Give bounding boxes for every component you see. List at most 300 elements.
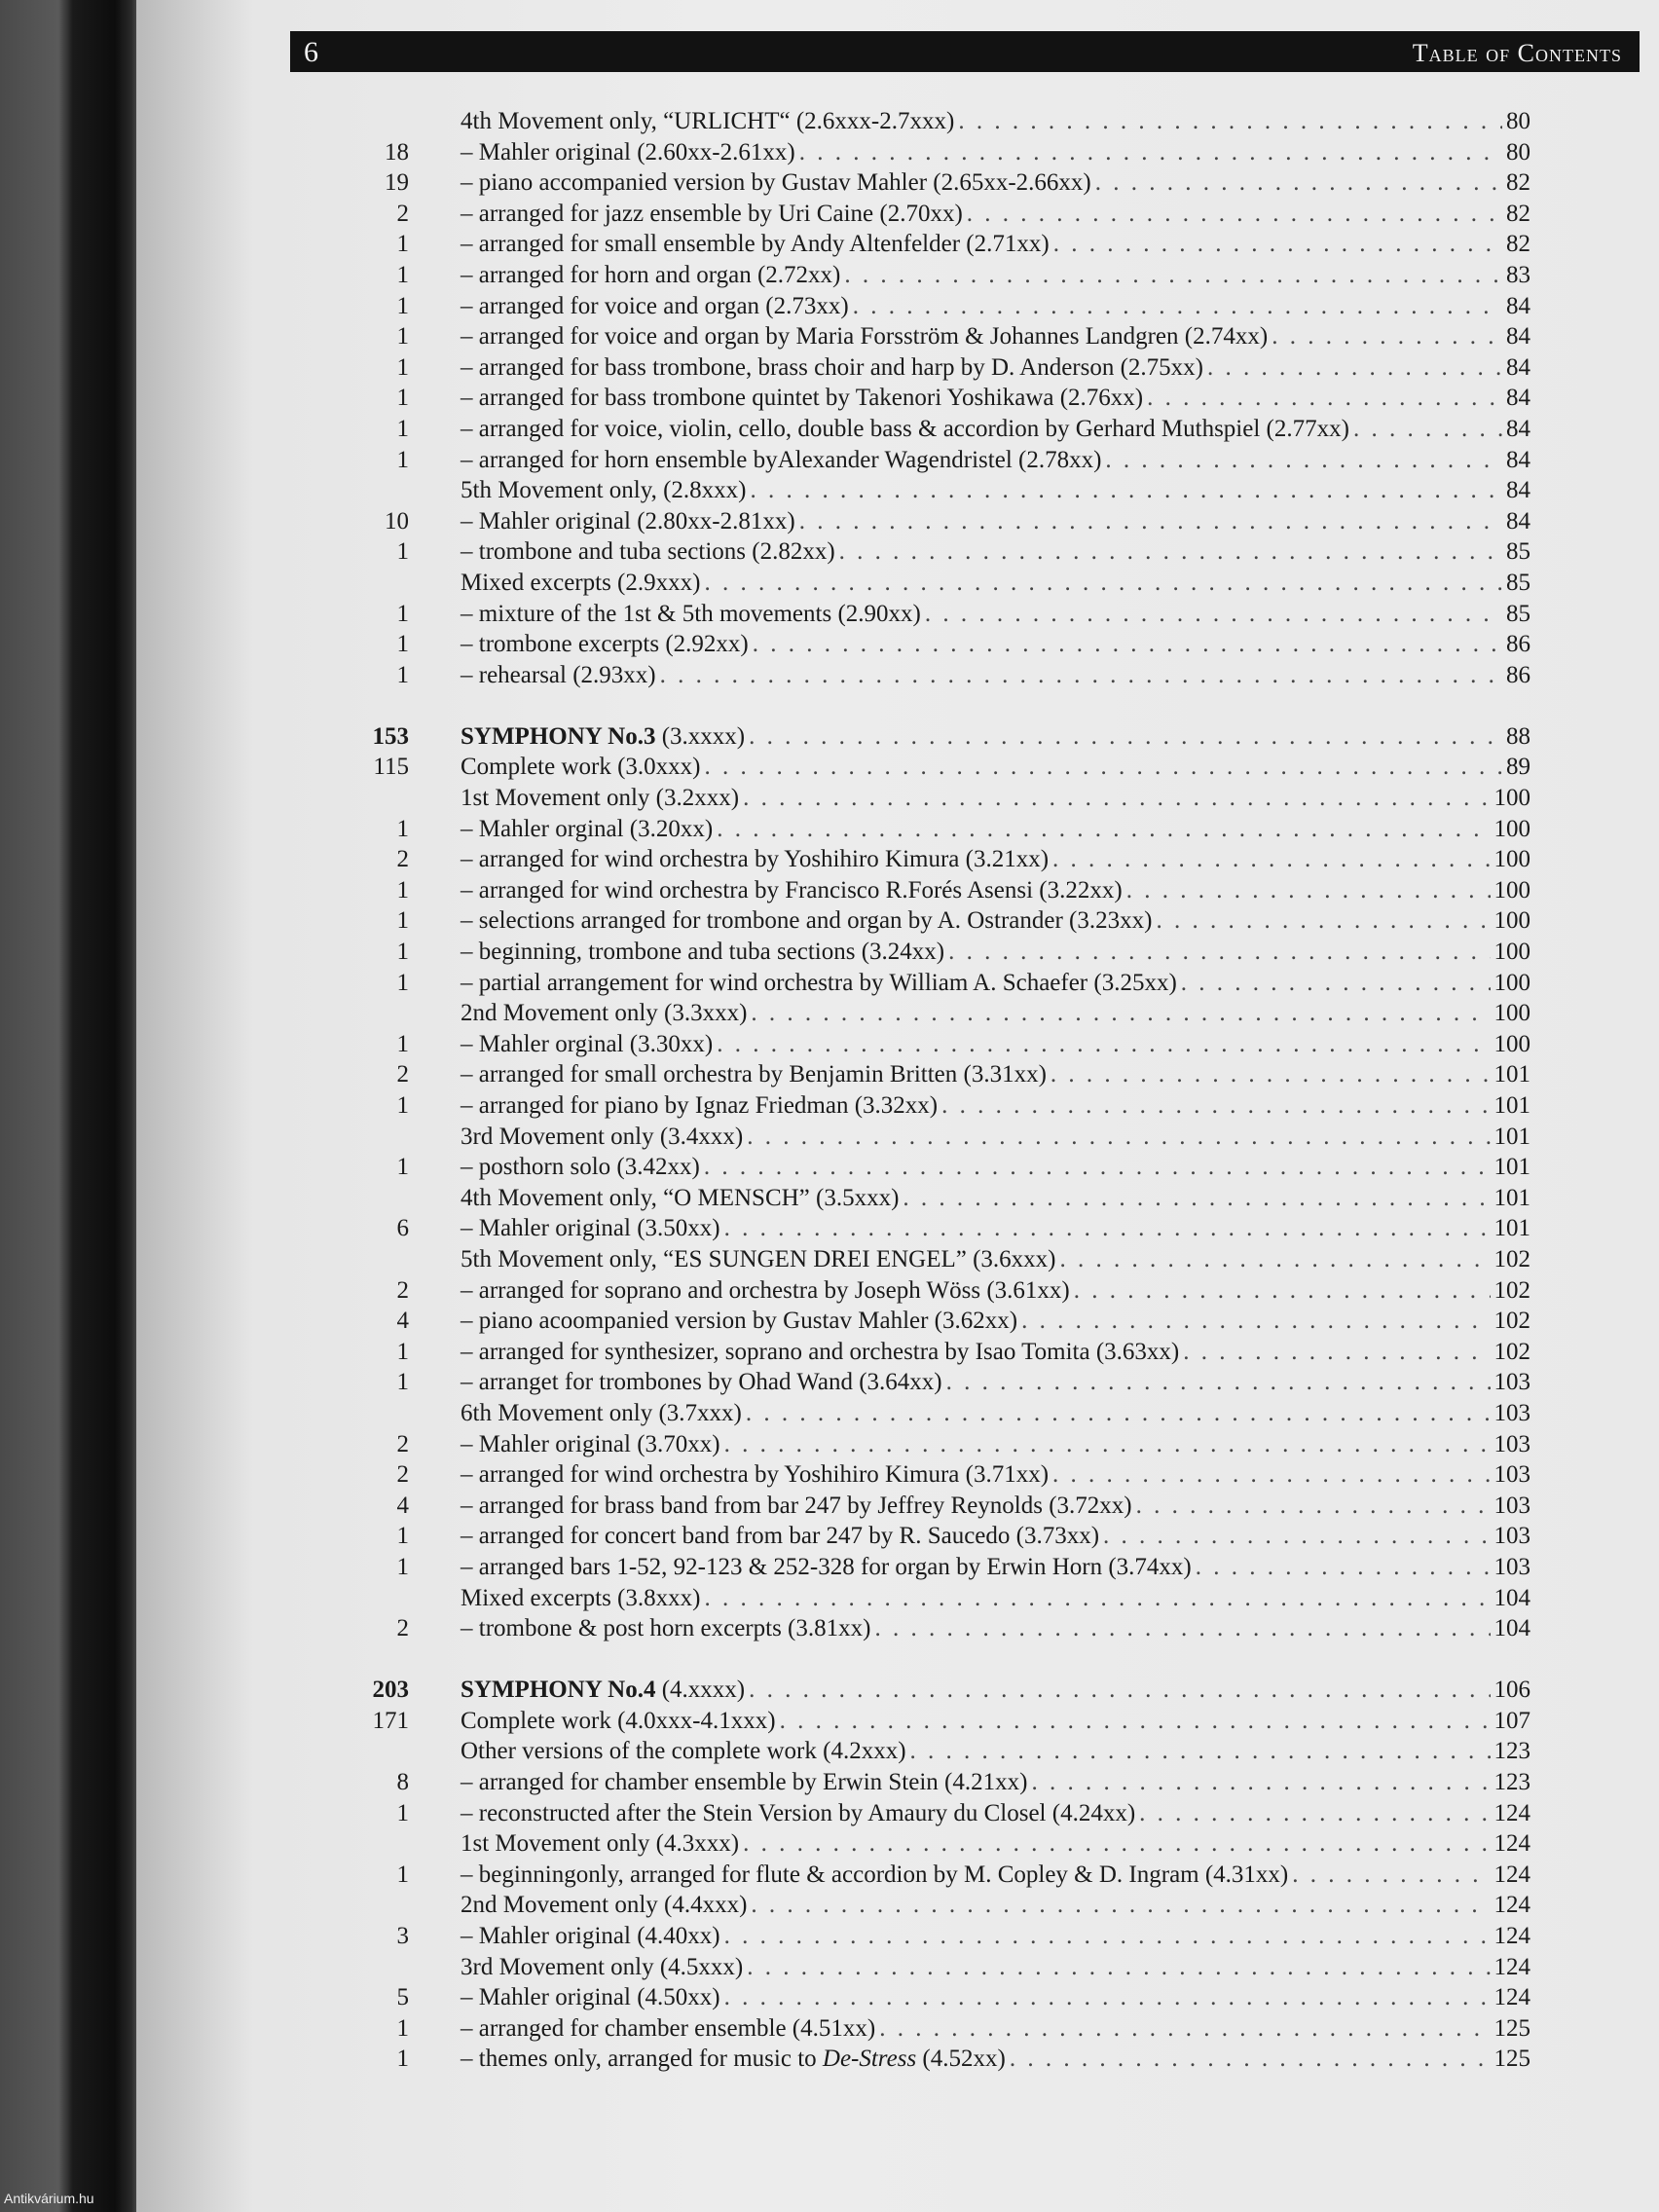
entry-title-text: 3rd Movement only (3.4xxx) [461,1123,744,1150]
entry-title [461,1615,870,1642]
entry-title [461,723,745,751]
toc-entry [461,2015,1530,2043]
toc-entry [461,2046,1530,2073]
recording-count: 1 [396,1154,409,1181]
dot-leader [1196,1554,1491,1581]
entry-page-number: 84 [1506,446,1530,473]
dot-leader [724,1215,1491,1242]
recording-count: 1 [396,231,409,258]
toc-entry-row [331,508,1530,539]
entry-title [461,1277,1070,1305]
toc-entry [461,447,1530,474]
dot-leader [799,508,1502,535]
entry-title-text: – selections arranged for trombone and organ by A. Ostrander (3.23xx) [461,907,1153,935]
dot-leader [753,631,1502,658]
toc-section-row [331,1677,1530,1708]
entry-title [461,1215,720,1242]
dot-leader [1156,907,1490,935]
entry-page-number: 89 [1506,754,1530,781]
entry-page-number: 86 [1506,661,1530,688]
entry-page-number: 100 [1493,969,1530,996]
dot-leader [704,1585,1490,1612]
entry-title-text: – arranged for horn ensemble byAlexander Wagendristel (2.78xx) [461,446,1102,473]
entry-title [461,1308,1017,1335]
entry-page-number: 84 [1506,292,1530,319]
dot-leader [724,1431,1491,1458]
recording-count: 1 [396,1523,409,1550]
dot-leader [1052,1461,1490,1489]
dot-leader [1010,2046,1491,2073]
recording-count: 5 [396,1984,409,2011]
entry-title [461,139,795,166]
entry-title [461,939,944,966]
entry-page-number: 104 [1493,1584,1530,1611]
toc-entry-row [331,1738,1530,1769]
book-binding-shadow [0,0,156,2212]
toc-entry-row [331,1185,1530,1216]
entry-page-number: 101 [1493,1123,1530,1150]
toc-entry [461,538,1530,566]
toc-entry [461,262,1530,289]
toc-entry-row [331,570,1530,601]
page-number: 6 [304,36,318,68]
entry-title [461,1738,906,1765]
dot-leader [724,1923,1491,1950]
entry-title [461,970,1177,997]
entry-page-number: 103 [1493,1430,1530,1457]
dot-leader [925,601,1502,628]
entry-title-text: – Mahler original (3.50xx) [461,1215,720,1242]
entry-page-number: 103 [1493,1523,1530,1550]
recording-count: 1 [396,1030,409,1057]
entry-title [461,2015,875,2043]
dot-leader [1207,354,1502,382]
dot-leader [1074,1277,1491,1305]
toc-entry-row [331,877,1530,908]
section-title: Table of Contents [1412,39,1622,67]
toc-entry [461,293,1530,320]
toc-entry [461,662,1530,689]
entry-title-text: 6th Movement only (3.7xxx) [461,1399,742,1426]
dot-leader [1147,385,1502,412]
toc-entry [461,1862,1530,1889]
entry-page-number: 85 [1506,600,1530,627]
recording-count: 18 [385,138,409,166]
entry-title [461,1585,700,1612]
recording-count: 1 [396,415,409,442]
recording-count: 1 [396,353,409,381]
entry-title-text: Other versions of the complete work (4.2xxx) [461,1738,906,1765]
toc-entry-row [331,262,1530,293]
entry-title-text: – Mahler original (4.50xx) [461,1984,720,2011]
toc-entry-row [331,1585,1530,1616]
entry-title [461,1061,1047,1088]
dot-leader [1021,1308,1490,1335]
entry-page-number: 101 [1493,1184,1530,1211]
toc-entry-row [331,1954,1530,1985]
recording-count: 2 [396,1276,409,1304]
entry-title-text: (3.xxxx) [655,722,746,750]
toc-entry-row [331,1000,1530,1031]
toc-entry-row [331,1215,1530,1246]
entry-page-number: 100 [1493,1000,1530,1027]
dot-leader [903,1185,1490,1212]
entry-title-text: – partial arrangement for wind orchestra by William A. Schaefer (3.25xx) [461,969,1177,996]
symphony-heading: SYMPHONY No.3 [461,722,656,750]
entry-title-text: – arranged for voice and organ by Maria Forsström & Johannes Landgren (2.74xx) [461,323,1269,350]
entry-title [461,570,700,597]
toc-entry [461,416,1530,443]
entry-title-text: – arranged for bass trombone, brass choir and harp by D. Anderson (2.75xx) [461,353,1204,381]
toc-entry [461,1800,1530,1827]
entry-page-number: 107 [1493,1707,1530,1734]
entry-page-number: 80 [1506,108,1530,134]
entry-title-text: – arranged for wind orchestra by Yoshihiro Kimura (3.21xx) [461,846,1050,873]
dot-leader [1181,970,1491,997]
entry-title [461,1400,742,1427]
entry-title-text: Mixed excerpts (3.8xxx) [461,1584,701,1611]
recording-count: 19 [385,169,409,197]
entry-page-number: 102 [1493,1308,1530,1335]
dot-leader [704,754,1502,781]
entry-title-text: – beginning, trombone and tuba sections (3.24xx) [461,939,945,966]
entry-title-text: – piano acoompanied version by Gustav Mahler (3.62xx) [461,1308,1018,1335]
dot-leader [1031,1769,1490,1796]
toc-entry-row [331,1061,1530,1092]
entry-title [461,1031,713,1058]
entry-title [461,1862,1288,1889]
entry-title-italic: De-Stress [822,2046,917,2073]
recording-count: 1 [396,939,409,966]
entry-title-text: Mixed excerpts (2.9xxx) [461,569,701,596]
dot-leader [853,293,1502,320]
table-of-contents [331,108,1530,2077]
recording-count: 1 [396,1369,409,1396]
toc-entry-row [331,477,1530,508]
entry-title-text: – rehearsal (2.93xx) [461,661,656,688]
entry-title [461,385,1143,412]
recording-count: 2 [396,1061,409,1088]
toc-entry [461,1738,1530,1765]
dot-leader [948,939,1490,966]
toc-entry [461,1339,1530,1366]
toc-entry-row [331,1031,1530,1062]
entry-page-number: 106 [1493,1677,1530,1704]
entry-title-text: – posthorn solo (3.42xx) [461,1154,700,1181]
entry-title-text: 4th Movement only, “URLICHT“ (2.6xxx-2.7xxx) [461,108,955,134]
toc-entry [461,1769,1530,1796]
toc-entry-row [331,1092,1530,1124]
toc-entry-row [331,1615,1530,1646]
toc-entry [461,1031,1530,1058]
entry-title [461,447,1101,474]
recording-count: 1 [396,2014,409,2042]
toc-section-row [331,723,1530,755]
recording-count: 1 [396,1338,409,1365]
recording-count: 2 [396,1430,409,1457]
recording-count: 1 [396,1092,409,1119]
toc-entry [461,169,1530,197]
toc-entry [461,1246,1530,1273]
toc-entry [461,139,1530,166]
toc-entry-row [331,1769,1530,1800]
entry-title-text: – mixture of the 1st & 5th movements (2.90xx) [461,600,921,627]
entry-page-number: 100 [1493,785,1530,812]
toc-entry [461,877,1530,904]
entry-title [461,1708,776,1735]
dot-leader [660,662,1502,689]
toc-entry-row [331,385,1530,416]
entry-title-text: – Mahler original (2.60xx-2.61xx) [461,138,795,166]
entry-title [461,2046,1006,2073]
dot-leader [749,723,1502,751]
dot-leader [749,1677,1490,1704]
entry-title-text: – Mahler original (4.40xx) [461,1923,720,1950]
dot-leader [751,1000,1490,1027]
toc-entry [461,108,1530,135]
recording-count: 10 [385,507,409,535]
entry-title-text: – arranged for horn and organ (2.72xx) [461,261,841,288]
entry-page-number: 82 [1506,200,1530,227]
toc-entry-row [331,2046,1530,2077]
toc-entry [461,1923,1530,1950]
entry-title [461,1800,1135,1827]
entry-title [461,323,1268,350]
toc-entry [461,1154,1530,1181]
entry-title-text: – arranged for small orchestra by Benjamin Britten (3.31xx) [461,1061,1047,1088]
toc-entry [461,970,1530,997]
symphony-heading: SYMPHONY No.4 [461,1677,656,1704]
entry-title-text: – arranged for concert band from bar 247 by R. Saucedo (3.73xx) [461,1523,1100,1550]
entry-title [461,231,1050,258]
toc-entry [461,1400,1530,1427]
toc-entry [461,1585,1530,1612]
entry-title-text: – reconstructed after the Stein Version by Amaury du Closel (4.24xx) [461,1799,1136,1826]
recording-count: 1 [396,446,409,473]
entry-page-number: 84 [1506,415,1530,442]
toc-entry-row [331,293,1530,324]
toc-entry-row [331,169,1530,201]
recording-count: 1 [396,538,409,566]
recording-count: 3 [396,1923,409,1950]
toc-entry-row [331,1400,1530,1431]
entry-title [461,354,1203,382]
dot-leader [967,201,1502,228]
recording-count: 1 [396,631,409,658]
toc-entry [461,1615,1530,1642]
toc-entry-row [331,1369,1530,1400]
recording-count: 1 [396,1799,409,1826]
recording-count: 2 [396,1461,409,1489]
toc-entry-row [331,231,1530,262]
dot-leader [874,1615,1490,1642]
toc-entry [461,723,1530,751]
entry-title-text: 2nd Movement only (4.4xxx) [461,1892,748,1919]
entry-page-number: 102 [1493,1338,1530,1365]
toc-entry-row [331,1493,1530,1524]
dot-leader [704,1154,1491,1181]
toc-entry [461,907,1530,935]
toc-entry-row [331,1339,1530,1370]
entry-title [461,416,1349,443]
toc-entry [461,354,1530,382]
recording-count: 1 [396,1553,409,1580]
toc-entry [461,1061,1530,1088]
entry-page-number: 100 [1493,846,1530,873]
toc-entry-row [331,323,1530,354]
entry-title [461,1677,745,1704]
dot-leader [844,262,1502,289]
dot-leader [910,1738,1491,1765]
dot-leader [751,1892,1490,1919]
entry-title [461,1493,1132,1520]
toc-entry [461,1277,1530,1305]
dot-leader [799,139,1502,166]
entry-title-text: Complete work (3.0xxx) [461,754,701,781]
dot-leader [839,538,1502,566]
entry-title-text: – Mahler original (2.80xx-2.81xx) [461,507,795,535]
dot-leader [1060,1246,1491,1273]
entry-page-number: 124 [1493,1830,1530,1858]
entry-title [461,1369,942,1396]
toc-entry-row [331,1277,1530,1309]
dot-leader [1183,1339,1490,1366]
dot-leader [750,477,1502,504]
toc-entry [461,477,1530,504]
entry-title-text: – themes only, arranged for music to [461,2046,823,2073]
toc-entry [461,754,1530,781]
entry-title [461,1092,938,1120]
entry-page-number: 84 [1506,477,1530,504]
entry-title [461,601,921,628]
entry-page-number: 124 [1493,1984,1530,2011]
entry-title [461,538,835,566]
entry-title-text: – arranged for voice and organ (2.73xx) [461,292,849,319]
entry-title [461,169,1091,197]
entry-title-text: (4.xxxx) [655,1677,746,1704]
entry-title [461,877,1123,904]
toc-entry-row [331,1523,1530,1554]
dot-leader [958,108,1502,135]
entry-page-number: 80 [1506,138,1530,166]
entry-title [461,1431,720,1458]
toc-entry [461,1124,1530,1151]
toc-entry-row [331,1708,1530,1739]
toc-entry-row [331,785,1530,816]
entry-page-number: 100 [1493,939,1530,966]
recording-count: 1 [396,600,409,627]
entry-title-text: – arranged for brass band from bar 247 by Jeffrey Reynolds (3.72xx) [461,1492,1132,1519]
recording-count: 4 [396,1308,409,1335]
entry-title [461,754,700,781]
toc-entry [461,508,1530,535]
entry-title-text: – arranged for bass trombone quintet by Takenori Yoshikawa (2.76xx) [461,385,1144,412]
entry-page-number: 101 [1493,1154,1530,1181]
toc-entry-row [331,1461,1530,1493]
recording-count: 1 [396,661,409,688]
dot-leader [1126,877,1491,904]
recording-count: 1 [396,907,409,935]
recording-count: 1 [396,2046,409,2073]
toc-entry [461,231,1530,258]
entry-title-text: – Mahler orginal (3.20xx) [461,815,714,842]
toc-entry-row [331,1246,1530,1277]
toc-entry [461,1984,1530,2011]
entry-title-text: – arranged for small ensemble by Andy Altenfelder (2.71xx) [461,231,1050,258]
toc-entry [461,1830,1530,1858]
entry-title-text: – piano accompanied version by Gustav Mahler (2.65xx-2.66xx) [461,169,1091,197]
entry-page-number: 82 [1506,169,1530,197]
entry-title-suffix: (4.52xx) [916,2046,1006,2073]
toc-entry [461,939,1530,966]
entry-title [461,662,656,689]
entry-page-number: 86 [1506,631,1530,658]
recording-count: 1 [396,876,409,903]
toc-entry [461,323,1530,350]
toc-entry-row [331,1554,1530,1585]
recording-count: 4 [396,1492,409,1519]
toc-entry-row [331,2015,1530,2046]
dot-leader [704,570,1502,597]
entry-page-number: 101 [1493,1215,1530,1242]
entry-title-text: 1st Movement only (4.3xxx) [461,1830,740,1858]
entry-page-number: 102 [1493,1245,1530,1272]
entry-title [461,108,954,135]
toc-entry [461,1308,1530,1335]
toc-entry [461,1092,1530,1120]
toc-entry-row [331,447,1530,478]
toc-entry-row [331,201,1530,232]
toc-entry [461,785,1530,812]
entry-page-number: 124 [1493,1923,1530,1950]
entry-title [461,1954,743,1981]
dot-leader [717,1031,1490,1058]
toc-entry-row [331,354,1530,386]
toc-entry-row [331,1892,1530,1923]
toc-entry-row [331,416,1530,447]
toc-entry-row [331,939,1530,970]
entry-title-text: 3rd Movement only (4.5xxx) [461,1953,744,1980]
entry-page-number: 84 [1506,323,1530,350]
toc-entry-row [331,816,1530,847]
entry-title-text: – arranget for trombones by Ohad Wand (3.64xx) [461,1369,942,1396]
entry-page-number: 103 [1493,1369,1530,1396]
entry-title-text: 2nd Movement only (3.3xxx) [461,1000,748,1027]
entry-page-number: 124 [1493,1861,1530,1888]
recording-count: 2 [396,1615,409,1642]
dot-leader [941,1092,1490,1120]
toc-entry [461,601,1530,628]
toc-entry [461,631,1530,658]
toc-entry-row [331,1984,1530,2015]
entry-title-text: – arranged for jazz ensemble by Uri Caine (2.70xx) [461,200,963,227]
entry-page-number: 84 [1506,507,1530,535]
recording-count: 1 [396,323,409,350]
entry-title [461,1185,899,1212]
toc-entry-row [331,1830,1530,1862]
dot-leader [1052,846,1490,873]
dot-leader [946,1369,1491,1396]
recording-count: 2 [396,200,409,227]
entry-title [461,1461,1049,1489]
entry-title-text: Complete work (4.0xxx-4.1xxx) [461,1707,776,1734]
entry-page-number: 100 [1493,1030,1530,1057]
entry-page-number: 103 [1493,1492,1530,1519]
entry-page-number: 84 [1506,353,1530,381]
entry-page-number: 88 [1506,722,1530,750]
entry-title [461,1830,739,1858]
entry-title [461,1000,747,1027]
